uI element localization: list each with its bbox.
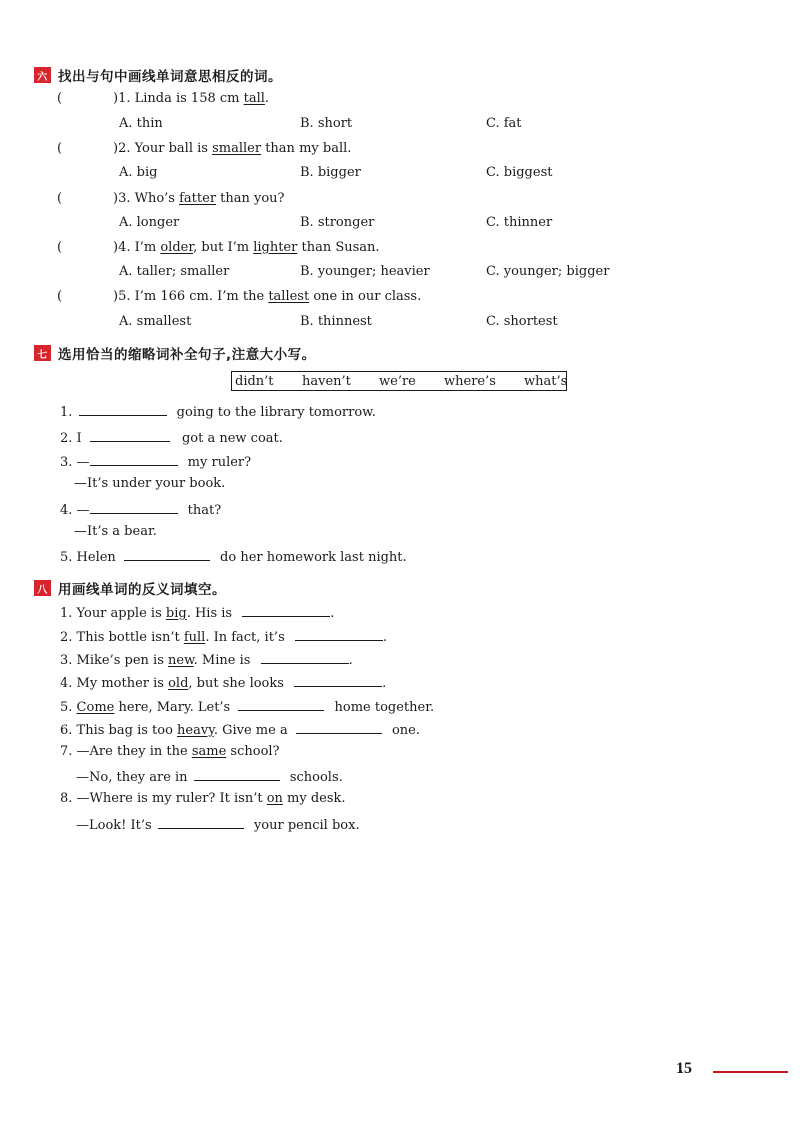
option-a: A. smallest xyxy=(119,314,192,329)
item-text: one. xyxy=(387,723,421,738)
item-text: 2. This bottle isn’t xyxy=(60,630,184,645)
answer-blank[interactable] xyxy=(90,451,178,466)
option-c: C. thinner xyxy=(486,215,553,230)
fill-item-8-8-reply xyxy=(76,814,360,835)
item-text: schools. xyxy=(285,770,343,785)
fill-item-7-3 xyxy=(60,451,251,472)
item-text: got a new coat. xyxy=(177,431,283,446)
item-text: home together. xyxy=(330,700,435,715)
item-text: 1. xyxy=(60,405,77,420)
item-text: —Look! It’s xyxy=(76,818,156,833)
word-bank-item: what’s xyxy=(524,374,568,389)
underlined-word: heavy xyxy=(177,723,214,738)
question-text: )4. I’m xyxy=(113,240,161,255)
item-text: . xyxy=(382,676,387,691)
option-a: A. big xyxy=(119,165,158,180)
underlined-word: full xyxy=(183,630,206,645)
item-text: my ruler? xyxy=(183,455,252,470)
option-b: B. younger; heavier xyxy=(300,264,430,279)
section-6-heading xyxy=(34,65,282,85)
question-6-5 xyxy=(57,288,421,306)
answer-blank[interactable] xyxy=(296,719,382,734)
question-6-3 xyxy=(57,190,285,208)
word-bank-item: didn’t xyxy=(235,374,274,389)
underlined-word: Come xyxy=(76,700,115,715)
item-text: your pencil box. xyxy=(249,818,360,833)
fill-item-8-6 xyxy=(60,719,420,740)
underlined-word: old xyxy=(168,676,189,691)
question-text: than Susan. xyxy=(297,240,380,255)
item-text: 2. I xyxy=(60,431,86,446)
section-6-title: 找出与句中画线单词意思相反的词。 xyxy=(58,69,282,85)
item-text: 7. —Are they in the xyxy=(60,744,192,759)
question-text: , but I’m xyxy=(193,240,254,255)
question-text: )1. Linda is 158 cm xyxy=(113,91,244,106)
option-a: A. taller; smaller xyxy=(119,264,230,279)
underlined-word: smaller xyxy=(212,141,262,156)
item-text: 6. This bag is too xyxy=(60,723,178,738)
section-6-number: 六 xyxy=(34,67,51,83)
fill-item-7-4 xyxy=(60,499,221,520)
option-c: C. shortest xyxy=(486,314,558,329)
answer-blank[interactable] xyxy=(261,649,349,664)
item-text: 3. Mike’s pen is xyxy=(60,653,168,668)
question-6-1 xyxy=(57,90,269,108)
section-8-number: 八 xyxy=(34,580,51,596)
item-text: 1. Your apple is xyxy=(60,606,166,621)
answer-blank[interactable] xyxy=(79,401,167,416)
answer-blank[interactable] xyxy=(295,626,383,641)
answer-blank[interactable] xyxy=(90,427,170,442)
fill-item-7-1 xyxy=(60,401,376,422)
underlined-word: big xyxy=(165,606,187,621)
item-text: . xyxy=(330,606,335,621)
question-text: one in our class. xyxy=(309,289,422,304)
answer-paren[interactable]: ( xyxy=(57,141,63,156)
fill-item-8-2 xyxy=(60,626,387,647)
section-7-title: 选用恰当的缩略词补全句子,注意大小写。 xyxy=(58,347,316,363)
question-text: . xyxy=(264,91,270,106)
page-number: 15 xyxy=(676,1060,692,1077)
fill-item-7-2 xyxy=(60,427,283,448)
option-b: B. short xyxy=(300,116,353,131)
question-6-4 xyxy=(57,239,380,257)
question-text: )3. Who’s xyxy=(113,191,180,206)
reply-7-3: —It’s under your book. xyxy=(74,476,226,491)
item-text: that? xyxy=(183,503,222,518)
item-text: —No, they are in xyxy=(76,770,192,785)
answer-paren[interactable]: ( xyxy=(57,289,63,304)
fill-item-8-7 xyxy=(60,743,280,761)
item-text: here, Mary. Let’s xyxy=(114,700,235,715)
answer-blank[interactable] xyxy=(194,766,280,781)
underlined-word: new xyxy=(168,653,194,668)
answer-paren[interactable]: ( xyxy=(57,191,63,206)
page-rule xyxy=(713,1071,788,1073)
item-text: do her homework last night. xyxy=(215,550,407,565)
item-text: . Give me a xyxy=(213,723,292,738)
section-7-heading xyxy=(34,343,316,363)
item-text: 8. —Where is my ruler? It isn’t xyxy=(60,791,267,806)
item-text: going to the library tomorrow. xyxy=(172,405,376,420)
question-text: than my ball. xyxy=(261,141,352,156)
item-text: 4. — xyxy=(60,503,90,518)
fill-item-8-7-reply xyxy=(76,766,343,787)
fill-item-8-1 xyxy=(60,602,334,623)
option-c: C. younger; bigger xyxy=(486,264,610,279)
answer-blank[interactable] xyxy=(238,696,324,711)
question-text: than you? xyxy=(216,191,285,206)
underlined-word: lighter xyxy=(253,240,298,255)
item-text: . xyxy=(348,653,353,668)
underlined-word: on xyxy=(266,791,283,806)
item-text: . Mine is xyxy=(193,653,255,668)
fill-item-7-5 xyxy=(60,546,407,567)
item-text: 5. xyxy=(60,700,77,715)
word-bank-item: where’s xyxy=(444,374,496,389)
section-8-title: 用画线单词的反义词填空。 xyxy=(58,582,226,598)
reply-7-4: —It’s a bear. xyxy=(74,524,157,539)
answer-paren[interactable]: ( xyxy=(57,240,63,255)
question-text: )2. Your ball is xyxy=(113,141,213,156)
item-text: school? xyxy=(226,744,280,759)
section-8-heading xyxy=(34,578,226,598)
item-text: . His is xyxy=(186,606,237,621)
option-b: B. bigger xyxy=(300,165,361,180)
option-c: C. fat xyxy=(486,116,522,131)
answer-blank[interactable] xyxy=(124,546,210,561)
answer-blank[interactable] xyxy=(242,602,330,617)
answer-blank[interactable] xyxy=(90,499,178,514)
underlined-word: fatter xyxy=(179,191,217,206)
option-a: A. thin xyxy=(119,116,163,131)
option-b: B. thinnest xyxy=(300,314,372,329)
section-7-number: 七 xyxy=(34,345,51,361)
fill-item-8-5 xyxy=(60,696,434,717)
item-text: 3. — xyxy=(60,455,90,470)
item-text: 5. Helen xyxy=(60,550,120,565)
fill-item-8-8 xyxy=(60,790,346,808)
fill-item-8-3 xyxy=(60,649,353,670)
question-text: )5. I’m 166 cm. I’m the xyxy=(113,289,269,304)
underlined-word: older xyxy=(160,240,194,255)
item-text: 4. My mother is xyxy=(60,676,169,691)
item-text: my desk. xyxy=(282,791,346,806)
word-bank-item: we’re xyxy=(379,374,416,389)
item-text: . xyxy=(382,630,388,645)
word-bank-item: haven’t xyxy=(302,374,351,389)
option-b: B. stronger xyxy=(300,215,375,230)
item-text: , but she looks xyxy=(188,676,289,691)
answer-blank[interactable] xyxy=(294,672,382,687)
answer-paren[interactable]: ( xyxy=(57,91,63,106)
answer-blank[interactable] xyxy=(158,814,244,829)
underlined-word: tall xyxy=(243,91,265,106)
underlined-word: same xyxy=(191,744,227,759)
word-bank xyxy=(231,371,567,391)
underlined-word: tallest xyxy=(268,289,310,304)
fill-item-8-4 xyxy=(60,672,386,693)
option-a: A. longer xyxy=(119,215,180,230)
option-c: C. biggest xyxy=(486,165,553,180)
item-text: . In fact, it’s xyxy=(205,630,289,645)
question-6-2 xyxy=(57,140,351,158)
